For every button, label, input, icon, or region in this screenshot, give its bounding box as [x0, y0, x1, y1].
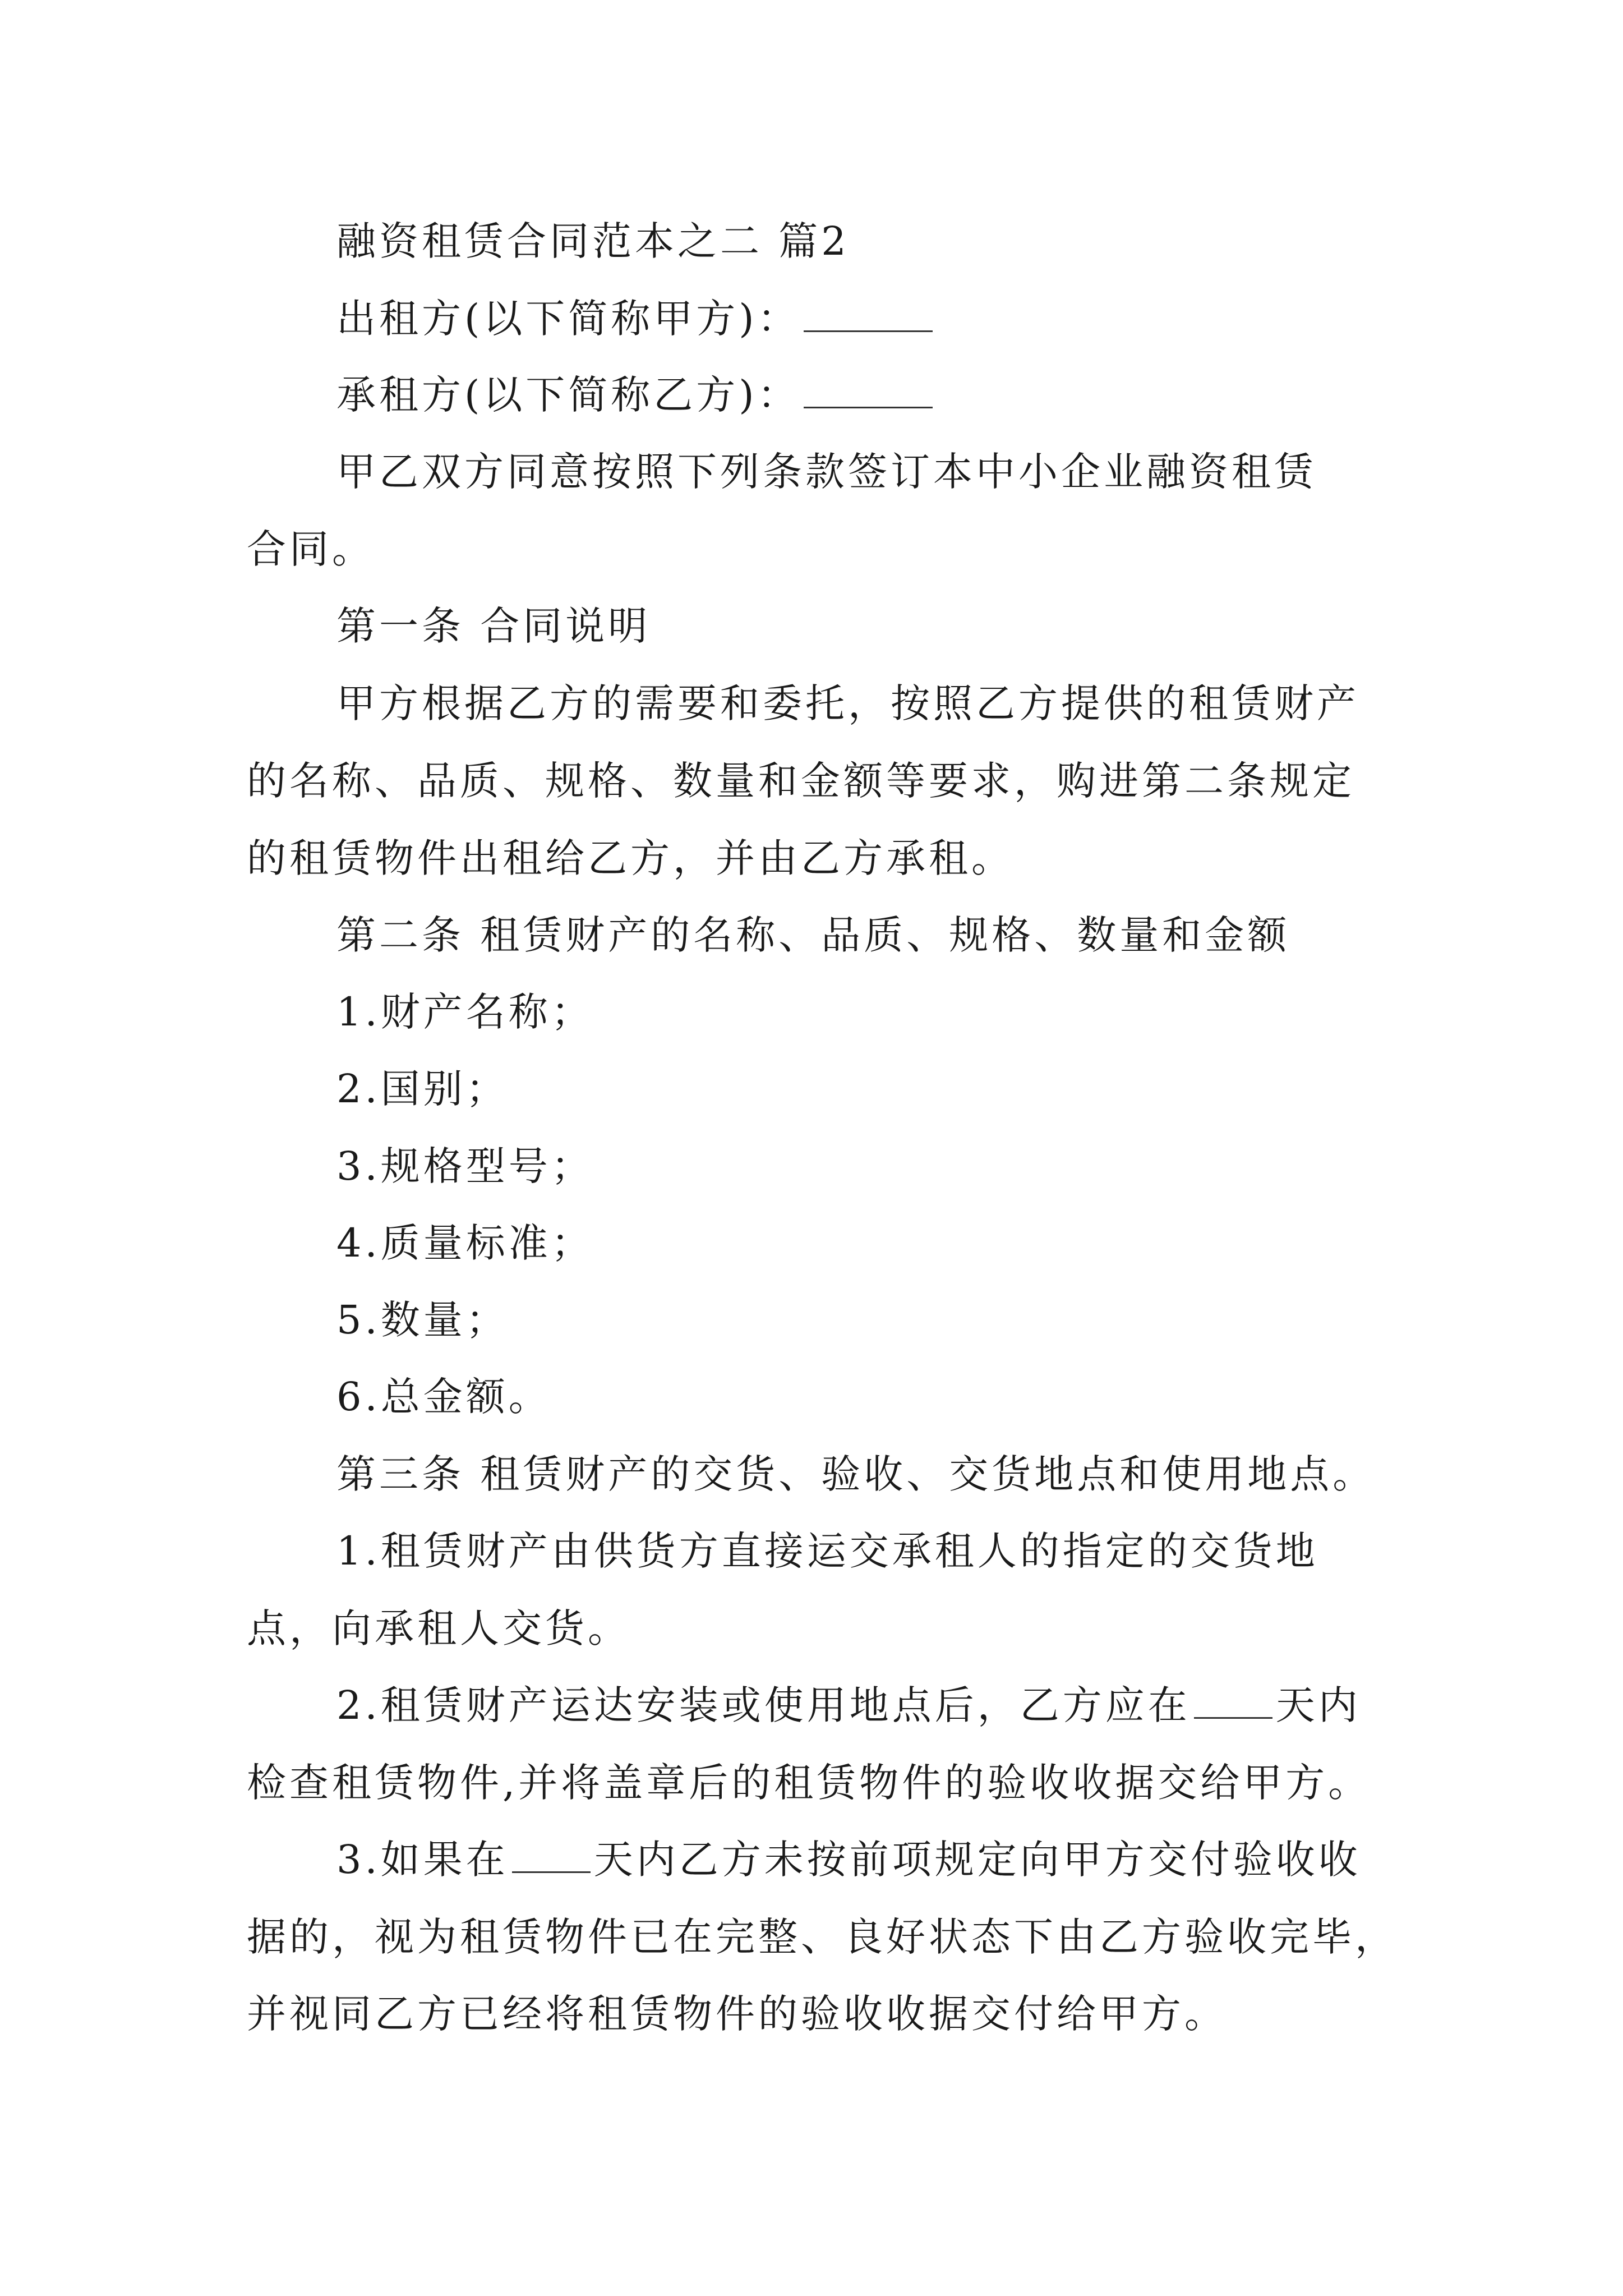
article-1-line-2: 的名称、品质、规格、数量和金额等要求，购进第二条规定 [247, 758, 1355, 804]
article-2-item: 6.总金额。 [336, 1374, 551, 1420]
article-3-item-3-line-2: 据的，视为租赁物件已在完整、良好状态下由乙方验收完毕， [247, 1914, 1398, 1960]
article-2-item: 5.数量； [336, 1297, 509, 1343]
article-2-item: 4.质量标准； [336, 1220, 594, 1266]
intro-line-2: 合同。 [247, 526, 375, 572]
article-3-item-3-line-1 [336, 1837, 1361, 1883]
article-1-line-3: 的租赁物件出租给乙方，并由乙方承租。 [247, 835, 1014, 881]
article-3-item-1-line-1: 1.租赁财产由供货方直接运交承租人的指定的交货地 [336, 1528, 1318, 1574]
document-title: 融资租赁合同范本之二 篇2 [336, 218, 850, 264]
article-3-item-2-line-2: 检查租赁物件,并将盖章后的租赁物件的验收收据交给甲方。 [247, 1760, 1371, 1806]
article-1-title: 第一条 合同说明 [336, 603, 651, 649]
days-blank [512, 1871, 591, 1873]
article-2-title: 第二条 租赁财产的名称、品质、规格、数量和金额 [336, 912, 1290, 958]
article-2-item: 3.规格型号； [336, 1143, 594, 1189]
article-3-item-2-text-a: 2.租赁财产运达安装或使用地点后，乙方应在 [336, 1682, 1191, 1728]
lessor-line [336, 296, 936, 342]
lessee-line [336, 372, 936, 418]
article-3-item-2-line-1 [336, 1682, 1361, 1728]
article-3-item-3-text-b: 天内乙方未按前项规定向甲方交付验收收 [593, 1837, 1361, 1883]
article-3-item-2-text-b: 天内 [1275, 1682, 1361, 1728]
lessee-label: 承租方(以下简称乙方)： [336, 372, 800, 418]
article-1-line-1: 甲方根据乙方的需要和委托，按照乙方提供的租赁财产 [336, 680, 1359, 726]
article-3-item-3-line-3: 并视同乙方已经将租赁物件的验收收据交付给甲方。 [247, 1991, 1227, 2037]
article-3-title: 第三条 租赁财产的交货、验收、交货地点和使用地点。 [336, 1451, 1376, 1497]
days-blank [1194, 1717, 1272, 1719]
article-2-item: 2.国别； [336, 1066, 509, 1112]
lessor-label: 出租方(以下简称甲方)： [336, 296, 800, 342]
intro-line-1: 甲乙双方同意按照下列条款签订本中小企业融资租赁 [336, 449, 1317, 495]
lessor-blank [804, 330, 933, 332]
article-3-item-3-text-a: 3.如果在 [336, 1837, 509, 1883]
lessee-blank [804, 407, 933, 408]
article-3-item-1-line-2: 点，向承租人交货。 [247, 1605, 630, 1651]
article-2-item: 1.财产名称； [336, 989, 594, 1035]
